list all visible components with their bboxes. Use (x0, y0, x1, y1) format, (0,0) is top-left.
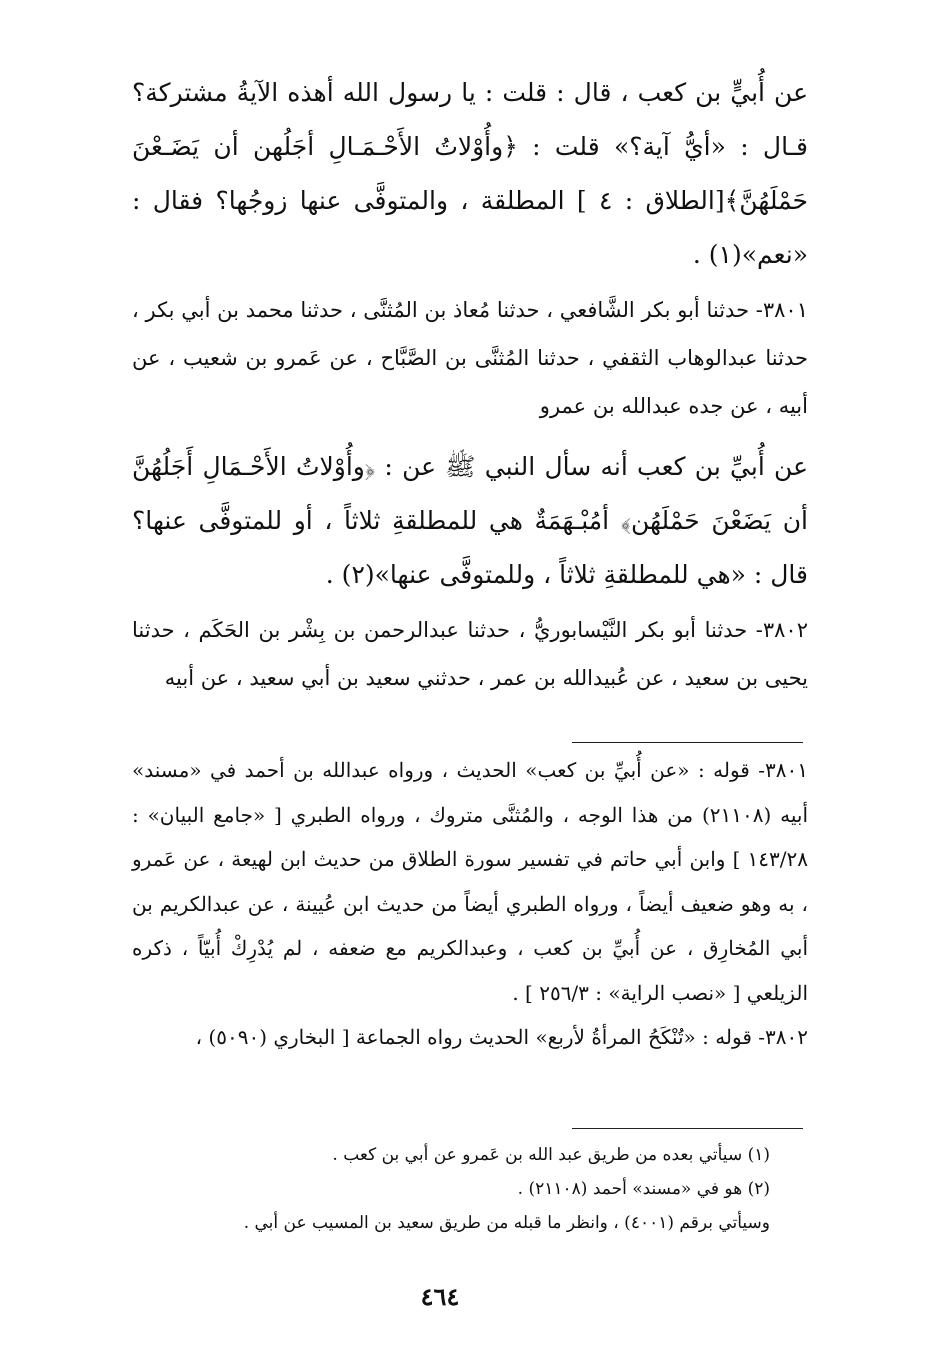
commentary-paragraph: ٣٨٠٢- قوله : «تُنْكَحُ المرأةُ لأربع» الحديث رواه الجماعة [ البخاري (٥٠٩٠) ، (195, 1025, 808, 1049)
footnote: وسيأتي برقم (٤٠٠١) ، وانظر ما قبله من طريق سعيد بن المسيب عن أبي . (243, 1213, 770, 1233)
footnotes (130, 1138, 770, 1240)
commentary-paragraph: ٣٨٠١- قوله : «عن أُبيِّ بن كعب» الحديث ، ورواه عبدالله بن أحمد في «مسند» أبيه (٢١١٠٨) من هذا الوجه ، والمُثنَّى متروك ، ورواه الطبري [ «جامع البيان» : ١٤٣/٢٨ ] وابن أبي حاتم في تفسير سورة الطلاق من حديث ابن لهيعة ، عن عَمرو ، به وهو ضعيف أيضاً ، ورواه الطبري أيضاً من حديث ابن عُيينة ، عن عبدالكريم بن أبي المُخارِق ، عن أُبيِّ بن كعب ، وعبدالكريم مع ضعفه ، لم يُدْرِكْ أُبيّاً ، ذكره الزيلعي [ «نصب الراية» : ٢٥٦/٣ ] . (132, 758, 808, 1005)
footnote: (٢) هو في «مسند» أحمد (٢١١٠٨) . (517, 1179, 770, 1199)
footnote-divider (572, 1128, 803, 1129)
main-text (132, 64, 808, 702)
isnad-paragraph: ٣٨٠٢- حدثنا أبو بكر النَّيْسابوريُّ ، حدثنا عبدالرحمن بن بِشْر بن الحَكَم ، حدثنا يحيى بن سعيد ، عن عُبيدالله بن عمر ، حدثني سعيد بن أبي سعيد ، عن أبيه (132, 618, 808, 690)
isnad-paragraph: ٣٨٠١- حدثنا أبو بكر الشَّافعي ، حدثنا مُعاذ بن المُثنَّى ، حدثنا محمد بن أبي بكر ، حدثنا عبدالوهاب الثقفي ، حدثنا المُثنَّى بن الصَّبَّاح ، عن عَمرو بن شعيب ، عن أبيه ، عن جده عبدالله بن عمرو (132, 298, 808, 418)
footnote: (١) سيأتي بعده من طريق عبد الله بن عَمرو عن أبي بن كعب . (332, 1145, 770, 1165)
hadith-paragraph: عن أُبيٍّ بن كعب ، قال : قلت : يا رسول الله أهذه الآيةُ مشتركة؟ قـال : «أيُّ آية؟» قلت : ﴿وأُوْلاتُ الأَحْـمَـالِ أجَلُهن أن يَضَـعْنَ حَمْلَهُنَّ﴾[الطلاق : ٤ ] المطلقة ، والمتوفَّى عنها زوجُها؟ فقال : «نعم»(١) . (132, 78, 809, 269)
commentary-section (132, 748, 808, 1060)
hadith-paragraph: عن أُبيِّ بن كعب أنه سأل النبي ﷺ عن : ﴿وأُوْلاتُ الأَحْـمَالِ أَجَلُهُنَّ أن يَضَعْنَ حَمْلَهُن﴾ أمُبْـهَمَةٌ هي للمطلقةِ ثلاثاً ، أو للمتوفَّى عنها؟ قال : «هي للمطلقةِ ثلاثاً ، وللمتوفَّى عنها»(٢) . (132, 452, 808, 589)
commentary-divider (572, 742, 803, 743)
page-number: ٤٦٤ (420, 1282, 460, 1311)
